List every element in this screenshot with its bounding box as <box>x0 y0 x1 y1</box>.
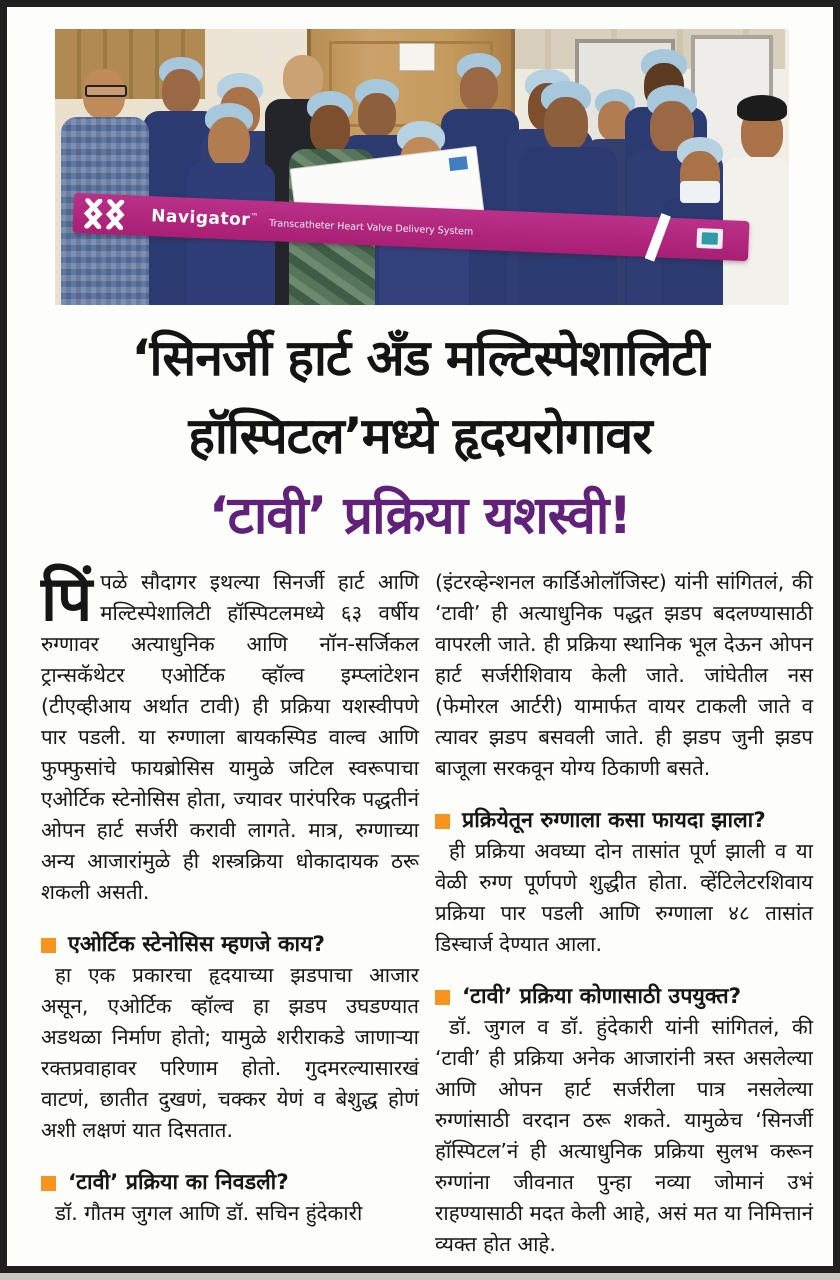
section-heading <box>41 1168 419 1198</box>
headline-line-3: ‘टावी’ प्रक्रिया यशस्वी! <box>208 486 632 546</box>
section-title: एओर्टिक स्टेनोसिस म्हणजे काय? <box>68 932 326 957</box>
team-photo <box>55 29 789 305</box>
intro-text: पळे सौदागर इथल्या सिनर्जी हार्ट आणि मल्टिस्पेशालिटी हॉस्पिटलमध्ये ६३ वर्षीय रुग्णावर अत्याधुनिक आणि नॉन-सर्जिकल ट्रान्सकॅथेटर एओर्टिक व्हॉल्व इम्प्लांटेशन (टीएव्हीआय अर्थात टावी) ही प्रक्रिया यशस्वीपणे पार पडली. या रुग्णाला बायकस्पिड वाल्व आणि फुफ्फुसांचे फायब्रोसिस यामुळे जटिल स्वरूपाचा एओर्टिक स्टेनोसिस होता, ज्यावर पारंपरिक पद्धतीनं ओपन हार्ट सर्जरी करावी लागते. मात्र, रुग्णाच्या अन्य आजारांमुळे ही शस्त्रक्रिया धोकादायक ठरू शकली असती. <box>41 570 419 904</box>
orange-bullet-icon <box>435 814 450 829</box>
banner-end-logo <box>696 228 723 249</box>
drop-cap: पिं <box>41 562 93 635</box>
headline-line-1: ‘सिनर्जी हार्ट अँड मल्टिस्पेशालिटी <box>131 329 709 387</box>
section-heading <box>41 930 419 960</box>
continuation-paragraph: (इंटरव्हेन्शनल कार्डिओलॉजिस्ट) यांनी सांगितलं, की ‘टावी’ ही अत्याधुनिक पद्धत झडप बदलण्यासाठी वापरली जाते. ही प्रक्रिया स्थानिक भूल देऊन ओपन हार्ट सर्जरीशिवाय केली जाते. जांघेतील नस (फेमोरल आर्टरी) यामार्फत वायर टाकली जाते व त्यावर झडप बसवली जाते. ही झडप जुनी झडप बाजूला सरकवून योग्य ठिकाणी बसते. <box>435 570 813 780</box>
orange-bullet-icon <box>435 990 450 1005</box>
banner-caption: Transcatheter Heart Valve Delivery System <box>268 218 474 238</box>
section-heading <box>435 806 813 836</box>
left-column <box>41 562 419 1239</box>
navigator-logo-icon <box>83 198 142 230</box>
banner-brand: Navigator <box>150 206 251 231</box>
intro-paragraph <box>41 562 419 908</box>
door-sign <box>399 43 435 71</box>
section-paragraph: डॉ. गौतम जुगल आणि डॉ. सचिन हुंदेकारी <box>55 1201 363 1225</box>
article-headline <box>27 319 813 557</box>
section-title: ‘टावी’ प्रक्रिया का निवडली? <box>68 1170 289 1195</box>
section-heading <box>435 982 813 1012</box>
section-title: प्रक्रियेतून रुग्णाला कसा फायदा झाला? <box>462 808 766 833</box>
section-title: ‘टावी’ प्रक्रिया कोणासाठी उपयुक्त? <box>462 984 742 1009</box>
orange-bullet-icon <box>41 938 56 953</box>
article-body <box>41 562 813 1256</box>
section-paragraph: हा एक प्रकारचा हृदयाच्या झडपाचा आजार असून, एओर्टिक व्हॉल्व हा झडप उघडण्यात अडथळा निर्माण होतो; यामुळे शरीराकडे जाणाऱ्या रक्तप्रवाहावर परिणाम होतो. गुदमरल्यासारखं वाटणं, छातीत दुखणं, चक्कर येणं व बेशुद्ध होणं अशी लक्षणं यात दिसतात. <box>41 963 419 1142</box>
banner-stripe <box>645 213 671 261</box>
section-paragraph: ही प्रक्रिया अवघ्या दोन तासांत पूर्ण झाली व या वेळी रुग्ण पूर्णपणे शुद्धीत होता. व्हेंटिलेटरशिवाय प्रक्रिया पार पडली आणि रुग्णाला ४८ तासांत डिस्चार्ज देण्यात आला. <box>435 839 813 956</box>
section-paragraph: डॉ. जुगल व डॉ. हुंदेकारी यांनी सांगितलं, की ‘टावी’ ही प्रक्रिया अनेक आजारांनी त्रस्त असलेल्या आणि ओपन हार्ट सर्जरीला पात्र नसलेल्या रुग्णांसाठी वरदान ठरू शकते. यामुळेच ‘सिनर्जी हॉस्पिटल’नं ही अत्याधुनिक प्रक्रिया सुलभ करून रुग्णांना जीवनात पुन्हा नव्या जोमानं उभं राहण्यासाठी मदत केली आहे, असं मत या निमित्तानं व्यक्त होत आहे. <box>435 1015 813 1256</box>
headline-line-2: हॉस्पिटल’मध्ये हृदयरोगावर <box>188 407 652 465</box>
orange-bullet-icon <box>41 1176 56 1191</box>
right-column <box>435 567 813 1256</box>
banner-trademark: ™ <box>250 211 259 222</box>
